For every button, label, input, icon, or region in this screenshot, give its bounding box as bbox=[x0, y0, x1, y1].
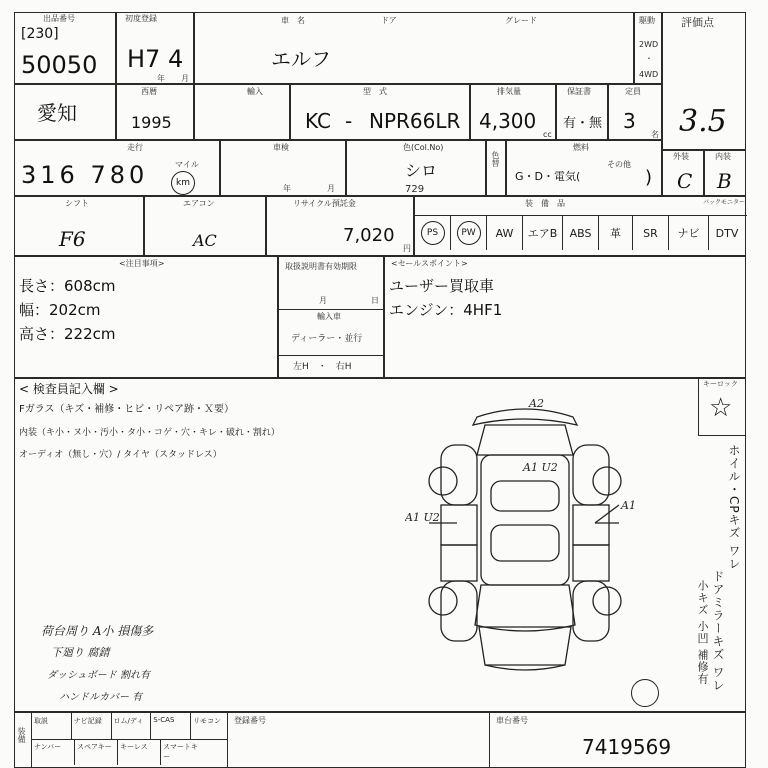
lot-label: 出品番号 bbox=[43, 14, 75, 23]
inspector-box bbox=[14, 378, 746, 712]
import-month: 月 bbox=[319, 296, 327, 305]
capacity-unit: 名 bbox=[651, 130, 659, 139]
region-value: 愛知 bbox=[37, 101, 77, 125]
shaken-month-unit: 月 bbox=[327, 184, 335, 193]
footer-navi-record: ナビ記録 bbox=[72, 713, 112, 739]
interior-line: 内装（キ小・ヌ小・汚小・タ小・コゲ・穴・キレ・破れ・割れ） bbox=[19, 428, 280, 438]
fuel-box bbox=[506, 140, 662, 196]
color-change-box bbox=[486, 140, 506, 196]
features-label: <注目事項> bbox=[119, 259, 165, 268]
side-column-1: ホイル・CPキズ ワレ bbox=[727, 444, 741, 571]
import-car-label: 輸入車 bbox=[317, 312, 341, 321]
recycle-value: 7,020 bbox=[343, 225, 395, 246]
shift-box bbox=[14, 196, 144, 256]
ac-value: AC bbox=[193, 231, 217, 250]
color-box bbox=[346, 140, 486, 196]
key-label: キーロック bbox=[703, 380, 738, 388]
mileage-value: 316 780 bbox=[21, 161, 149, 189]
month-unit: 月 bbox=[181, 74, 189, 83]
import-divider-2 bbox=[279, 355, 383, 356]
first-reg-value: H7 4 bbox=[127, 45, 184, 73]
western-label: 西暦 bbox=[141, 87, 157, 96]
hand-note-2: 下廻り 腐錆 bbox=[51, 646, 110, 659]
shift-value: F6 bbox=[59, 227, 86, 251]
sales-point-1: ユーザー買取車 bbox=[389, 277, 495, 295]
mark-top: A2 bbox=[529, 397, 544, 410]
mark-right: A1 bbox=[621, 499, 636, 512]
equipment-box bbox=[414, 196, 746, 256]
lot-box bbox=[14, 12, 116, 84]
footer-box bbox=[14, 712, 746, 768]
side-column-3: 小キズ 小凹 補修有 bbox=[696, 580, 709, 685]
warranty-value: 有・無 bbox=[563, 116, 603, 131]
shaken-year-unit: 年 bbox=[283, 184, 291, 193]
drive-dot: ・ bbox=[645, 54, 653, 63]
score-value: 3.5 bbox=[679, 104, 727, 139]
import-detail-box bbox=[278, 256, 384, 378]
glass-line: Fガラス（キズ・補修・ヒビ・リペア跡・Ｘ要） bbox=[19, 404, 235, 415]
inspector-title: < 検査員記入欄 > bbox=[19, 382, 119, 396]
shift-label: シフト bbox=[65, 199, 89, 208]
doors-label: ドア bbox=[381, 16, 397, 25]
footer-row-2 bbox=[32, 739, 228, 765]
recycle-box bbox=[266, 196, 414, 256]
color-code: 729 bbox=[405, 184, 425, 195]
model-prefix: KC bbox=[305, 109, 331, 133]
equipment-row bbox=[415, 215, 747, 250]
interior-label: 内装 bbox=[715, 152, 731, 161]
chassis-box bbox=[489, 713, 746, 767]
model-dash: - bbox=[345, 109, 353, 133]
color-change-label: 色替 bbox=[491, 151, 500, 167]
reg-number-box bbox=[227, 713, 490, 767]
western-year-value: 1995 bbox=[131, 113, 172, 132]
equip-navi: ナビ bbox=[669, 216, 709, 250]
footer-spare-key: スペアキー bbox=[75, 739, 118, 765]
footer-keyless: キーレス bbox=[118, 739, 161, 765]
dealer-label: ディーラー・並行 bbox=[291, 334, 363, 344]
equip-airbag: エアB bbox=[523, 216, 563, 250]
fuel-options: G・D・電気( bbox=[515, 170, 581, 183]
displacement-box bbox=[470, 84, 556, 140]
interior-box bbox=[704, 150, 746, 196]
equip-dtv: DTV bbox=[715, 226, 739, 240]
car-name-label: 車 名 bbox=[281, 16, 305, 25]
key-star-icon: ☆ bbox=[709, 393, 733, 423]
warranty-box bbox=[556, 84, 608, 140]
footer-manual: 取説 bbox=[32, 713, 72, 739]
import-label: 輸入 bbox=[247, 87, 263, 96]
grade-label: グレード bbox=[505, 16, 537, 25]
car-name-box bbox=[194, 12, 634, 84]
equipment-label: 装 備 品 bbox=[525, 199, 565, 208]
cc-unit: cc bbox=[543, 130, 552, 139]
drive-4wd: 4WD bbox=[639, 70, 659, 79]
yen-unit: 円 bbox=[403, 244, 411, 253]
sales-label: <セールスポイント> bbox=[391, 259, 468, 268]
footer-number: ナンバー bbox=[32, 739, 75, 765]
features-box bbox=[14, 256, 278, 378]
color-label: 色(Col.No) bbox=[403, 143, 444, 152]
capacity-value: 3 bbox=[623, 109, 636, 133]
ac-box bbox=[144, 196, 266, 256]
western-year-box bbox=[116, 84, 194, 140]
length-value: 長さ：608cm bbox=[19, 277, 116, 295]
displacement-label: 排気量 bbox=[497, 87, 521, 96]
footer-remote: リモコン bbox=[193, 717, 222, 725]
model-label: 型 式 bbox=[363, 87, 387, 96]
chassis-label: 車台番号 bbox=[496, 716, 528, 725]
exterior-value: C bbox=[677, 169, 693, 193]
displacement-value: 4,300 bbox=[479, 109, 537, 133]
drive-label: 駆動 bbox=[639, 16, 655, 25]
equip-ps: PS bbox=[415, 216, 451, 250]
mark-left: A1 U2 bbox=[405, 511, 440, 524]
mileage-label: 走行 bbox=[127, 143, 143, 152]
mileage-unit: km bbox=[171, 171, 195, 195]
key-box bbox=[698, 378, 746, 436]
fuel-close-paren: ) bbox=[645, 167, 653, 188]
fuel-other-label: その他 bbox=[607, 160, 631, 169]
exterior-box bbox=[662, 150, 704, 196]
footer-row-1 bbox=[32, 713, 228, 740]
height-value: 高さ：222cm bbox=[19, 325, 116, 343]
lot-number: 50050 bbox=[21, 51, 98, 79]
backup-monitor-label: バックモニター bbox=[703, 199, 746, 206]
score-box bbox=[662, 12, 746, 150]
capacity-label: 定員 bbox=[625, 87, 641, 96]
chassis-value: 7419569 bbox=[582, 735, 672, 759]
car-damage-diagram bbox=[405, 395, 645, 695]
footer-smart-key: スマートキー bbox=[163, 743, 198, 761]
mark-center: A1 U2 bbox=[523, 461, 558, 474]
model-code: NPR66LR bbox=[369, 109, 461, 133]
region-box bbox=[14, 84, 116, 140]
import-period-label: 取扱説明書有効期限 bbox=[285, 262, 357, 271]
footer-scas: S-CAS bbox=[151, 713, 191, 739]
lot-prefix: [230] bbox=[21, 26, 59, 42]
equip-abs: ABS bbox=[563, 216, 599, 250]
footer-grid bbox=[31, 713, 228, 767]
sales-point-2: エンジン：4HF1 bbox=[389, 301, 503, 319]
steering-label: 左H ・ 右H bbox=[293, 362, 352, 372]
audio-tire-line: オーディオ（無し・穴）/ タイヤ（スタッドレス） bbox=[19, 450, 222, 460]
equip-pw: PW bbox=[451, 216, 487, 250]
warranty-label: 保証書 bbox=[567, 87, 591, 96]
first-reg-label: 初度登録 bbox=[125, 14, 157, 23]
import-day: 日 bbox=[371, 296, 379, 305]
capacity-box bbox=[608, 84, 662, 140]
shaken-label: 車検 bbox=[273, 143, 289, 152]
exterior-label: 外装 bbox=[673, 152, 689, 161]
model-box bbox=[290, 84, 470, 140]
import-box bbox=[194, 84, 290, 140]
equip-sunroof: SR bbox=[633, 216, 669, 250]
interior-value: B bbox=[717, 169, 732, 193]
footer-rom: ロム/ディ bbox=[112, 713, 152, 739]
side-column-2: ドアミラーキズ ワレ bbox=[711, 570, 725, 692]
reg-label: 登録番号 bbox=[234, 716, 266, 725]
equip-leather: 革 bbox=[599, 216, 633, 250]
shaken-box bbox=[220, 140, 346, 196]
hand-note-3: ダッシュボード 割れ有 bbox=[47, 670, 150, 681]
mile-label: マイル bbox=[175, 160, 199, 169]
width-value: 幅：202cm bbox=[19, 301, 101, 319]
color-value: シロ bbox=[405, 161, 438, 180]
spare-wheel bbox=[631, 679, 659, 707]
drive-2wd: 2WD bbox=[639, 40, 659, 49]
ac-label: エアコン bbox=[183, 199, 215, 208]
footer-left-label: 装備 bbox=[17, 727, 26, 743]
drive-box bbox=[634, 12, 662, 84]
equip-aw: AW bbox=[487, 216, 523, 250]
year-unit: 年 bbox=[157, 74, 165, 83]
import-divider-1 bbox=[279, 309, 383, 310]
mileage-box bbox=[14, 140, 220, 196]
recycle-label: リサイクル預託金 bbox=[293, 199, 356, 208]
fuel-label: 燃料 bbox=[573, 143, 589, 152]
car-name-value: エルフ bbox=[271, 47, 331, 71]
sales-box bbox=[384, 256, 746, 378]
score-label: 評価点 bbox=[681, 16, 714, 29]
hand-note-4: ハンドルカバー 有 bbox=[59, 692, 143, 703]
hand-note-1: 荷台周り A小 損傷多 bbox=[41, 624, 154, 638]
first-reg-box bbox=[116, 12, 194, 84]
